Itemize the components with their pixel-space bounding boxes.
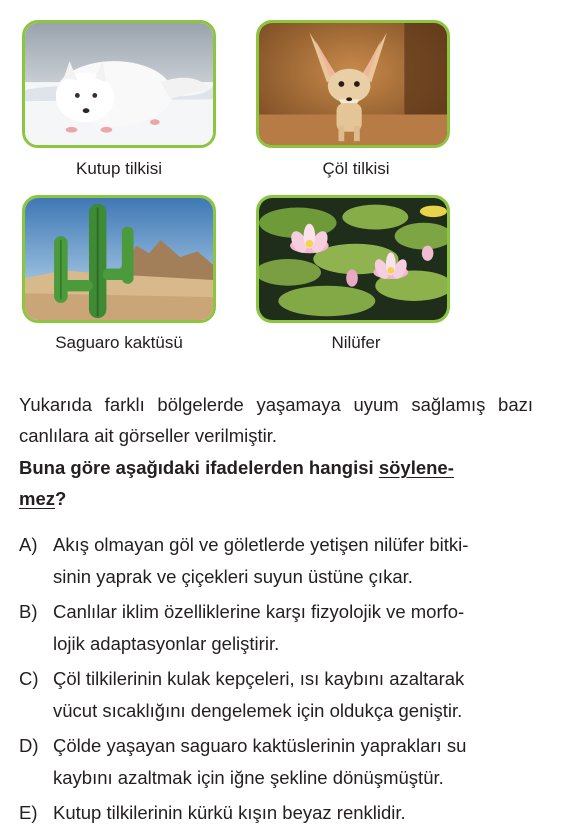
option-b-line2: lojik adaptasyonlar geliştirir.: [53, 633, 280, 654]
option-b[interactable]: [19, 596, 533, 660]
option-a-line1: Akış olmayan göl ve göletlerde yetişen nilüfer bitki-: [53, 534, 469, 555]
caption-water-lily: Nilüfer: [331, 333, 381, 352]
caption-arctic-fox: Kutup tilkisi: [76, 159, 162, 178]
option-d-letter: D): [19, 735, 39, 756]
arctic-fox-image: [22, 20, 216, 148]
question-underlined-2: mez: [19, 488, 55, 509]
intro-text: Yukarıda farklı bölgelerde yaşamaya uyum sağlamış bazı canlılara ait görseller verilmiştir.: [19, 394, 533, 446]
question-prefix: Buna göre aşağıdaki ifadelerden hangisi: [19, 457, 379, 478]
option-b-line1: Canlılar iklim özelliklerine karşı fizyolojik ve morfo-: [53, 601, 465, 622]
option-e-letter: E): [19, 802, 38, 823]
option-c-line2: vücut sıcaklığını dengelemek için oldukça geniştir.: [53, 700, 463, 721]
option-e[interactable]: [19, 797, 533, 829]
question-suffix: ?: [55, 488, 67, 509]
option-c-line1: Çöl tilkilerinin kulak kepçeleri, ısı kaybını azaltarak: [53, 668, 465, 689]
fennec-fox-image: [256, 20, 450, 148]
caption-saguaro: Saguaro kaktüsü: [55, 333, 183, 352]
option-d-line1: Çölde yaşayan saguaro kaktüslerinin yaprakları su: [53, 735, 467, 756]
question-text: [19, 452, 533, 514]
option-a-line2: sinin yaprak ve çiçekleri suyun üstüne çıkar.: [53, 566, 413, 587]
saguaro-cactus-image: [22, 195, 216, 323]
option-c-letter: C): [19, 668, 39, 689]
option-c[interactable]: [19, 663, 533, 727]
option-e-line1: Kutup tilkilerinin kürkü kışın beyaz renklidir.: [53, 802, 406, 823]
option-d[interactable]: [19, 730, 533, 794]
option-b-letter: B): [19, 601, 38, 622]
option-a[interactable]: [19, 529, 533, 593]
caption-fennec-fox: Çöl tilkisi: [322, 159, 390, 178]
water-lily-image: [256, 195, 450, 323]
option-a-letter: A): [19, 534, 38, 555]
option-d-line2: kaybını azaltmak için iğne şekline dönüşmüştür.: [53, 767, 444, 788]
question-underlined-1: söylene-: [378, 457, 454, 478]
